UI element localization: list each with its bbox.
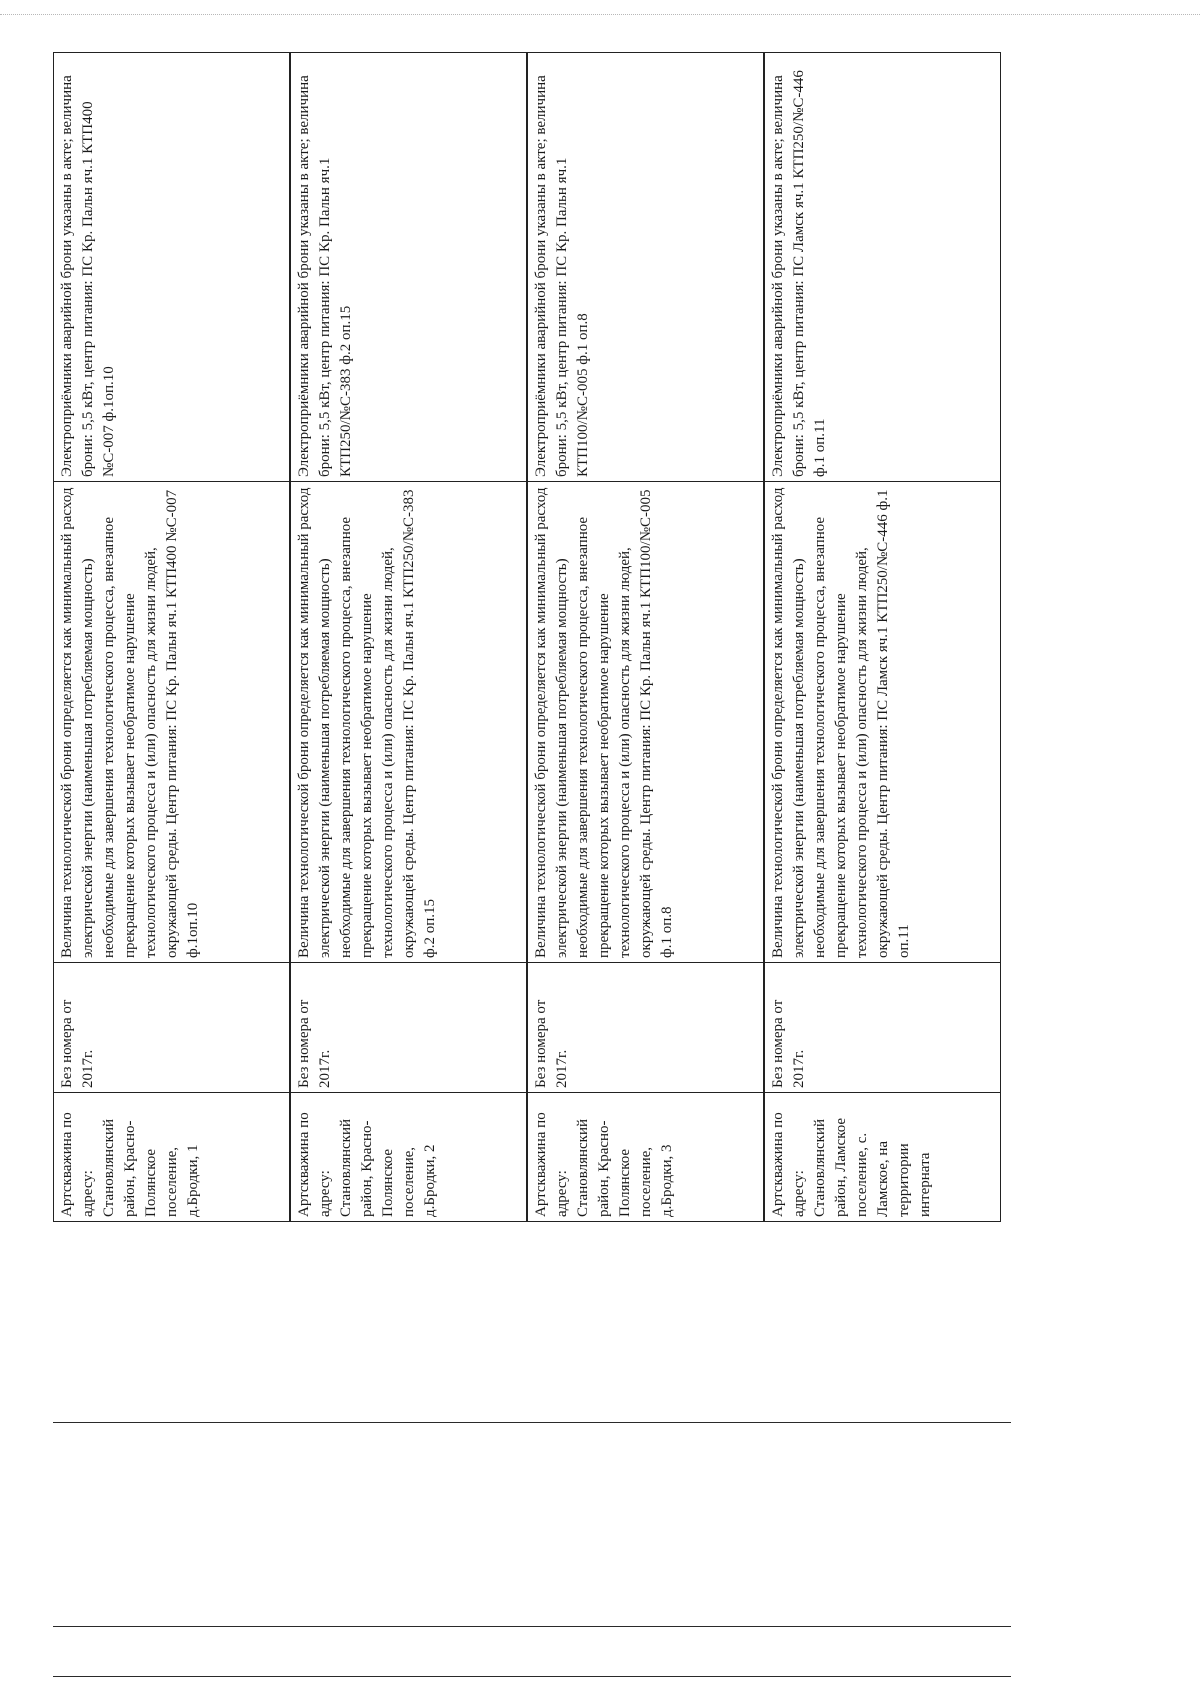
reserve-table xyxy=(53,52,1001,1222)
document-text: Без номера от 2017г. xyxy=(770,999,807,1088)
emergency-reserve-cell xyxy=(53,52,290,482)
signature-line xyxy=(53,1422,1011,1423)
document-text: Без номера от 2017г. xyxy=(59,999,96,1088)
tech-reserve-cell xyxy=(290,481,527,963)
tech-reserve-text: Величина технологической брони определяется как минимальный расход электрической энергии (наименьшая потребляемая мощность) необходимые для завершения технологического процесса, внезапное прекращение которых вызывает необратимое нарушение технологического процесса и (или) опасность для жизни людей, окружающей среды. Центр питания: ПС Кр. Пальн яч.1 КТП400 №С-007 ф.1оп.10 xyxy=(59,487,201,958)
object-text: Артскважина по адресу: Становлянский район, Ламское поселение, с. Ламское, на территории интерната xyxy=(770,1112,933,1217)
tech-reserve-cell xyxy=(527,481,764,963)
tech-reserve-cell xyxy=(53,481,290,963)
document-text: Без номера от 2017г. xyxy=(296,999,333,1088)
document-cell xyxy=(290,962,527,1093)
object-text: Артскважина по адресу: Становлянский район, Красно-Полянское поселение, д.Бродки, 2 xyxy=(296,1112,438,1217)
rotated-table-frame xyxy=(53,52,1001,1222)
document-cell xyxy=(53,962,290,1093)
emergency-reserve-cell xyxy=(290,52,527,482)
object-cell xyxy=(527,1092,764,1222)
document-cell xyxy=(527,962,764,1093)
table-row xyxy=(527,52,764,1222)
signature-line xyxy=(53,1626,1011,1627)
document-cell xyxy=(764,962,1001,1093)
object-cell xyxy=(764,1092,1001,1222)
object-cell xyxy=(290,1092,527,1222)
object-text: Артскважина по адресу: Становлянский район, Красно-Полянское поселение, д.Бродки, 3 xyxy=(533,1112,675,1217)
emergency-reserve-cell xyxy=(764,52,1001,482)
tech-reserve-text: Величина технологической брони определяется как минимальный расход электрической энергии (наименьшая потребляемая мощность) необходимые для завершения технологического процесса, внезапное прекращение которых вызывает необратимое нарушение технологического процесса и (или) опасность для жизни людей, окружающей среды. Центр питания: ПС Кр. Пальн яч.1 КТП100/№С-005 ф.1 оп.8 xyxy=(533,487,675,958)
tech-reserve-cell xyxy=(764,481,1001,963)
emergency-reserve-text: Электроприёмники аварийной брони указаны в акте; величина брони: 5,5 кВт, центр питания: ПС Кр. Пальн яч.1 КТП400 №С-007 ф.1оп.10 xyxy=(59,75,117,477)
emergency-reserve-text: Электроприёмники аварийной брони указаны в акте; величина брони: 5,5 кВт, центр питания: ПС Кр. Пальн яч.1 КТП250/№С-383 ф.2 оп.15 xyxy=(296,75,354,477)
table-row xyxy=(53,52,290,1222)
tech-reserve-text: Величина технологической брони определяется как минимальный расход электрической энергии (наименьшая потребляемая мощность) необходимые для завершения технологического процесса, внезапное прекращение которых вызывает необратимое нарушение технологического процесса и (или) опасность для жизни людей, окружающей среды. Центр питания: ПС Кр. Пальн яч.1 КТП250/№С-383 ф.2 оп.15 xyxy=(296,487,438,958)
emergency-reserve-cell xyxy=(527,52,764,482)
emergency-reserve-text: Электроприёмники аварийной брони указаны в акте; величина брони: 5,5 кВт, центр питания: ПС Кр. Пальн яч.1 КТП100/№С-005 ф.1 оп.8 xyxy=(533,75,591,477)
table-row xyxy=(290,52,527,1222)
table-row xyxy=(764,52,1001,1222)
signature-line xyxy=(53,1676,1011,1677)
document-text: Без номера от 2017г. xyxy=(533,999,570,1088)
object-cell xyxy=(53,1092,290,1222)
object-text: Артскважина по адресу: Становлянский район, Красно-Полянское поселение, д.Бродки, 1 xyxy=(59,1112,201,1217)
scan-top-edge xyxy=(0,14,1200,15)
tech-reserve-text: Величина технологической брони определяется как минимальный расход электрической энергии (наименьшая потребляемая мощность) необходимые для завершения технологического процесса, внезапное прекращение которых вызывает необратимое нарушение технологического процесса и (или) опасность для жизни людей, окружающей среды. Центр питания: ПС Ламск яч.1 КТП250/№С-446 ф.1 оп.11 xyxy=(770,487,912,958)
emergency-reserve-text: Электроприёмники аварийной брони указаны в акте; величина брони: 5,5 кВт, центр питания: ПС Ламск яч.1 КТП250/№С-446 ф.1 оп.11 xyxy=(770,70,828,477)
